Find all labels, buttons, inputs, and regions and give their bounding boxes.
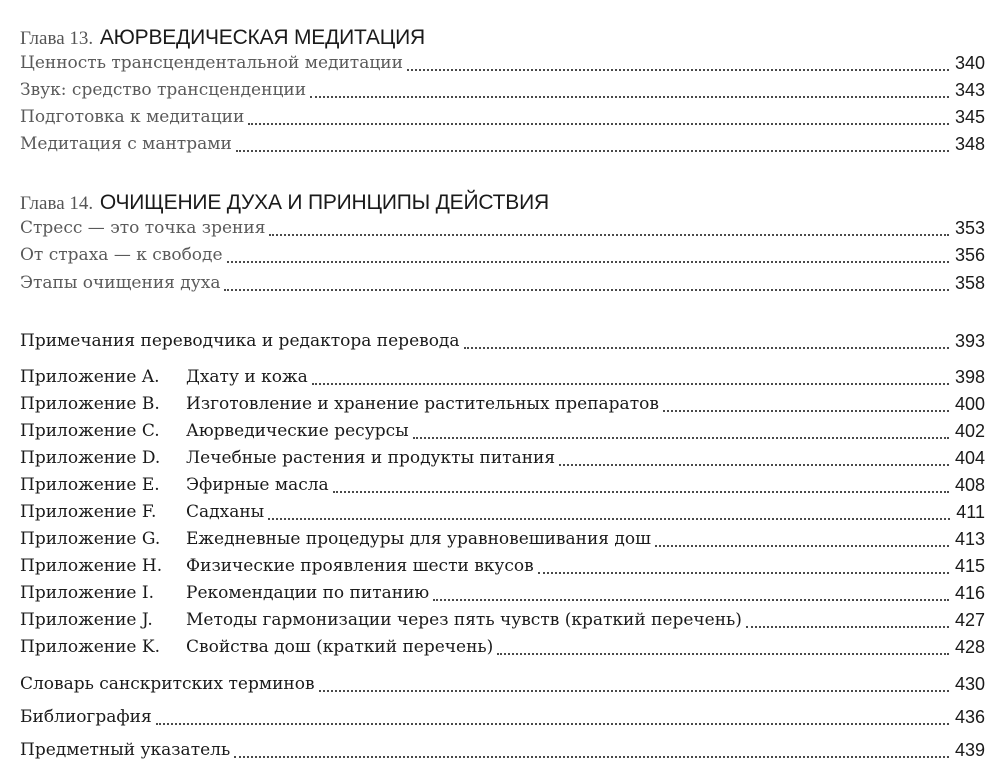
entry-page: 348: [954, 134, 985, 154]
entry-title: Физические проявления шести вкусов: [186, 556, 534, 576]
entry-title: Медитация с мантрами: [20, 134, 232, 154]
entry-page: 353: [954, 218, 985, 238]
toc-entry-appendix: [20, 364, 985, 388]
entry-title: Изготовление и хранение растительных препаратов: [186, 394, 659, 414]
chapter-heading: ОЧИЩЕНИЕ ДУХА И ПРИНЦИПЫ ДЕЙСТВИЯ: [99, 191, 549, 214]
dot-leader: [310, 78, 949, 98]
entry-page: 356: [954, 245, 985, 265]
entry-title: Стресс — это точка зрения: [20, 218, 266, 238]
dot-leader: [248, 105, 949, 125]
entry-title: Предметный указатель: [20, 740, 231, 760]
appendix-code: Приложение F.: [20, 502, 157, 522]
toc-entry-appendix: [20, 445, 985, 469]
dot-leader: [156, 705, 949, 725]
entry-page: 408: [954, 475, 985, 495]
appendix-code: Приложение A.: [20, 367, 160, 387]
dot-leader: [413, 419, 949, 439]
toc-entry: [20, 131, 985, 155]
entry-title: Свойства дош (краткий перечень): [186, 637, 494, 657]
toc-entry: [20, 50, 985, 74]
entry-title: Рекомендации по питанию: [186, 583, 430, 603]
entry-page: 415: [954, 556, 985, 576]
entry-page: 430: [954, 674, 985, 694]
toc-entry: [20, 215, 985, 239]
toc-entry-appendix: [20, 499, 985, 523]
entry-page: 404: [954, 448, 985, 468]
appendix-code: Приложение H.: [20, 556, 163, 576]
entry-title: Ценность трансцендентальной медитации: [20, 53, 403, 73]
entry-title: Ежедневные процедуры для уравновешивания дош: [186, 529, 651, 549]
entry-title: Методы гармонизации через пять чувств (краткий перечень): [186, 610, 742, 630]
appendix-code: Приложение C.: [20, 421, 160, 441]
entry-page: 411: [956, 502, 985, 522]
dot-leader: [746, 608, 949, 628]
toc-entry-appendix: [20, 553, 985, 577]
appendix-code: Приложение I.: [20, 583, 155, 603]
entry-page: 400: [954, 394, 985, 414]
chapter-14-title: [20, 189, 549, 217]
chapter-heading: АЮРВЕДИЧЕСКАЯ МЕДИТАЦИЯ: [99, 26, 425, 49]
toc-entry: [20, 270, 985, 294]
entry-page: 416: [954, 583, 985, 603]
appendix-code: Приложение J.: [20, 610, 153, 630]
dot-leader: [559, 446, 949, 466]
entry-title: Садханы: [186, 502, 265, 522]
toc-entry-appendix: [20, 580, 985, 604]
toc-entry-appendix: [20, 472, 985, 496]
toc-entry-appendix: [20, 391, 985, 415]
dot-leader: [655, 527, 949, 547]
entry-page: 398: [954, 367, 985, 387]
chapter-label: Глава 14.: [20, 193, 94, 214]
appendix-code: Приложение E.: [20, 475, 160, 495]
appendix-code: Приложение G.: [20, 529, 161, 549]
toc-entry-appendix: [20, 634, 985, 658]
dot-leader: [312, 365, 949, 385]
dot-leader: [319, 672, 949, 692]
entry-title: Лечебные растения и продукты питания: [186, 448, 556, 468]
entry-page: 402: [954, 421, 985, 441]
dot-leader: [224, 271, 948, 291]
entry-page: 345: [954, 107, 985, 127]
dot-leader: [407, 51, 949, 71]
toc-entry: [20, 104, 985, 128]
dot-leader: [538, 554, 949, 574]
entry-page: 427: [954, 610, 985, 630]
dot-leader: [227, 243, 949, 263]
entry-title: Эфирные масла: [186, 475, 329, 495]
appendix-code: Приложение B.: [20, 394, 160, 414]
entry-title: От страха — к свободе: [20, 245, 223, 265]
entry-page: 436: [954, 707, 985, 727]
toc-entry-appendix: [20, 607, 985, 631]
chapter-label: Глава 13.: [20, 28, 94, 49]
entry-title: Этапы очищения духа: [20, 273, 221, 293]
dot-leader: [663, 392, 949, 412]
entry-title: Аюрведические ресурсы: [186, 421, 409, 441]
entry-title: Дхату и кожа: [186, 367, 308, 387]
toc-entry: [20, 77, 985, 101]
toc-entry: [20, 242, 985, 266]
entry-title: Звук: средство трансценденции: [20, 80, 307, 100]
toc-entry-index: [20, 737, 985, 761]
entry-page: 413: [954, 529, 985, 549]
toc-entry-notes: [20, 328, 985, 352]
entry-title: Словарь санскритских терминов: [20, 674, 315, 694]
toc-entry-bibliography: [20, 704, 985, 728]
appendix-code: Приложение D.: [20, 448, 161, 468]
entry-page: 428: [954, 637, 985, 657]
entry-page: 340: [954, 53, 985, 73]
entry-title: Примечания переводчика и редактора перевода: [20, 331, 460, 351]
appendix-code: Приложение K.: [20, 637, 161, 657]
entry-page: 343: [954, 80, 985, 100]
dot-leader: [333, 473, 949, 493]
entry-title: Библиография: [20, 707, 152, 727]
dot-leader: [234, 738, 949, 758]
chapter-13-title: [20, 24, 425, 52]
entry-title: Подготовка к медитации: [20, 107, 245, 127]
dot-leader: [464, 329, 949, 349]
toc-entry-appendix: [20, 526, 985, 550]
dot-leader: [497, 635, 949, 655]
dot-leader: [268, 500, 950, 520]
entry-page: 358: [954, 273, 985, 293]
dot-leader: [236, 132, 949, 152]
toc-entry-glossary: [20, 671, 985, 695]
entry-page: 393: [954, 331, 985, 351]
entry-page: 439: [954, 740, 985, 760]
toc-entry-appendix: [20, 418, 985, 442]
dot-leader: [269, 216, 949, 236]
dot-leader: [433, 581, 949, 601]
